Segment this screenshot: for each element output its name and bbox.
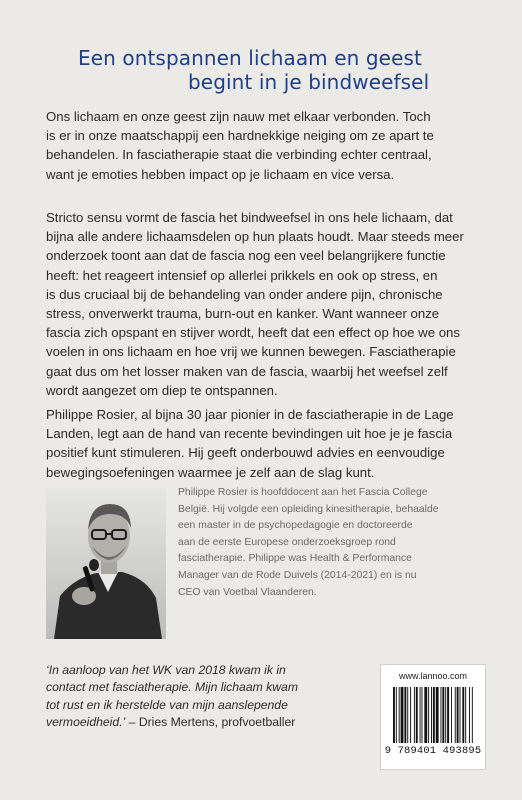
testimonial-quote — [46, 662, 376, 732]
text-line: CEO van Voetbal Vlaanderen. — [178, 586, 317, 598]
intro-paragraph — [46, 107, 480, 184]
text-line: is dus cruciaal bij de behandeling van onder andere pijn, chronische — [46, 286, 443, 302]
text-line: aan de eerste Europese onderzoeksgroep rond — [178, 536, 396, 548]
text-line: behandelen. In fasciatherapie staat die verbinding echter centraal, — [46, 147, 432, 163]
text-line: fasciatherapie. Philippe was Health & Performance — [178, 553, 412, 565]
text-line: is er in onze maatschappij een hardnekkige neiging om ze apart te — [46, 128, 434, 144]
author-photo — [46, 488, 166, 639]
fascia-paragraph — [46, 208, 480, 400]
author-bio — [178, 485, 488, 601]
barcode-box — [380, 664, 486, 770]
back-cover-title — [0, 46, 522, 94]
text-line: bewegingsoefeningen waarmee je zelf aan de slag kunt. — [46, 464, 375, 480]
text-line: Philippe Rosier, al bijna 30 jaar pionier in de fasciatherapie in de Lage — [46, 407, 454, 422]
publisher-url: www.lannoo.com — [398, 671, 468, 681]
text-line: gaat dus om het losser maken van de fascia, waarbij het weefsel zelf — [46, 363, 448, 379]
text-line: Philippe Rosier is hoofddocent aan het Fascia College — [178, 487, 428, 498]
quote-line: tot rust en ik herstelde van mijn aanslepende — [46, 697, 288, 712]
text-line: onderzoek toont aan dat de fascia nog een veel belangrijkere functie — [46, 248, 446, 264]
text-line: fascia zich opspant en stijver wordt, heeft dat een effect op hoe we ons — [46, 325, 460, 341]
text-line: wordt aangezet om diep te ontspannen. — [46, 382, 278, 398]
text-line: een master in de psychopedagogie en doctoreerde — [178, 520, 413, 532]
text-line: Manager van de Rode Duivels (2014-2021) en is nu — [178, 569, 417, 581]
text-line: bijna alle andere lichaamsdelen op hun plaats houdt. Maar steeds meer — [46, 229, 464, 245]
isbn-number: 9 789401 493895 — [384, 745, 482, 757]
quote-attribution: – Dries Mertens, profvoetballer — [125, 715, 296, 730]
title-line-1: Een ontspannen lichaam en geest — [78, 46, 422, 70]
text-line: Ons lichaam en onze geest zijn nauw met elkaar verbonden. Toch — [46, 109, 431, 124]
text-line: stress, onverwerkt trauma, burn-out en kanker. Want wanneer onze — [46, 306, 440, 322]
author-paragraph — [46, 405, 480, 482]
text-line: heeft: het reageert intensief op allerlei prikkels en ook op stress, en — [46, 267, 438, 283]
text-line: want je emoties hebben impact op je lichaam en vice versa. — [46, 166, 395, 182]
text-line: positief kunt stimuleren. Hij geeft onderbouwd advies en eenvoudige — [46, 445, 445, 461]
text-line: Stricto sensu vormt de fascia het bindweefsel in ons hele lichaam, dat — [46, 210, 453, 225]
quote-line: contact met fasciatherapie. Mijn lichaam kwam — [46, 680, 298, 695]
text-line: Landen, legt aan de hand van recente bevindingen uit hoe je je fascia — [46, 426, 453, 442]
quote-line: vermoeidheid.’ — [46, 715, 126, 730]
quote-line: ‘In aanloop van het WK van 2018 kwam ik in — [46, 663, 286, 677]
title-line-2: begint in je bindweefsel — [188, 70, 430, 94]
text-line: voelen in ons lichaam en hoe vrij we kunnen bewegen. Fasciatherapie — [46, 344, 456, 360]
text-line: België. Hij volgde een opleiding kinesitherapie, behaalde — [178, 503, 439, 515]
